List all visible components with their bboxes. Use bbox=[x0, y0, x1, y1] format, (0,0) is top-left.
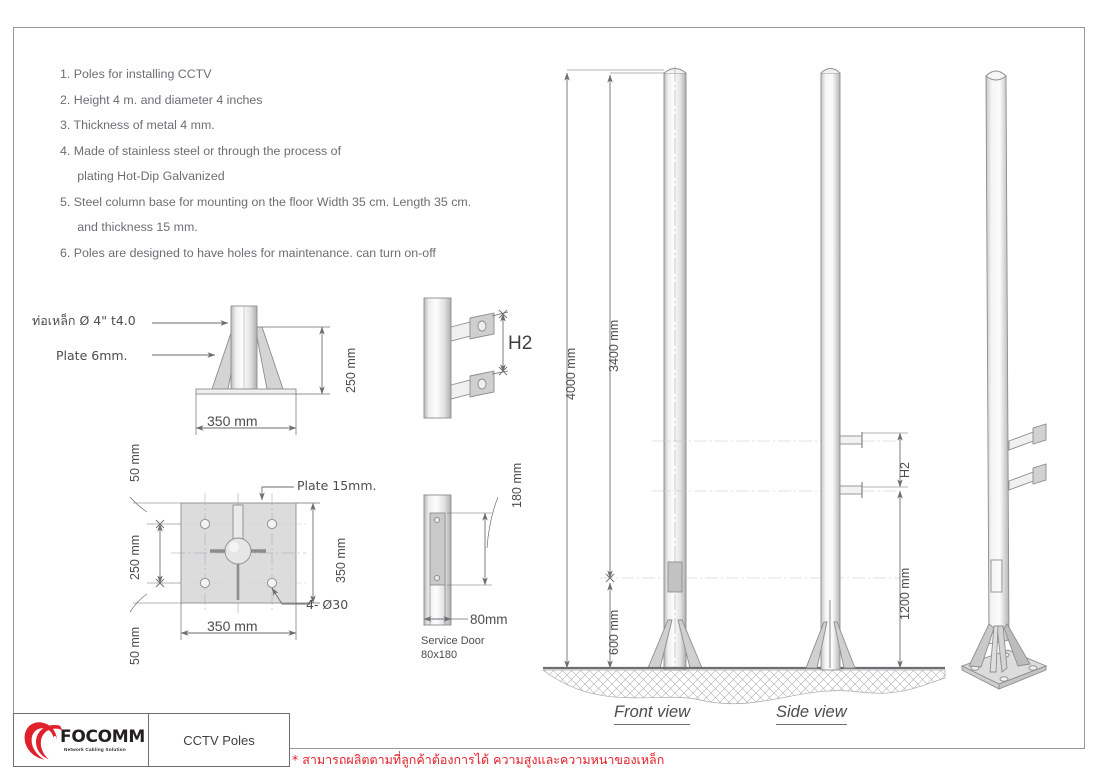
bracket-spacing-label: H2 bbox=[508, 333, 533, 354]
isometric-view-drawing bbox=[962, 71, 1046, 689]
front-total-height-dim: 4000 mm bbox=[564, 347, 578, 400]
spec-item: 2. Height 4 m. and diameter 4 inches bbox=[60, 92, 263, 107]
front-view-drawing bbox=[543, 66, 945, 704]
front-view-label: Front view bbox=[614, 703, 690, 725]
bolt-hole-label: 4- Ø30 bbox=[306, 597, 349, 612]
spec-item: and thickness 15 mm. bbox=[60, 220, 198, 234]
spec-item: plating Hot-Dip Galvanized bbox=[60, 169, 225, 183]
camera-bracket-detail bbox=[424, 298, 508, 418]
side-view-label: Side view bbox=[776, 703, 847, 725]
base-plan-left-dim-bottom: 50 mm bbox=[128, 626, 142, 665]
logo-wordmark: FOCOMM bbox=[60, 727, 146, 747]
base-plan-left-dim-mid: 250 mm bbox=[128, 534, 142, 580]
side-bracket-spacing-dim: H2 bbox=[898, 462, 912, 478]
plate-6mm-label: Plate 6mm. bbox=[56, 348, 128, 363]
door-width-dim: 80mm bbox=[470, 612, 508, 627]
spec-item: 4. Made of stainless steel or through the process of bbox=[60, 143, 342, 158]
plate-15mm-label: Plate 15mm. bbox=[297, 478, 377, 493]
base-plan-right-dim: 350 mm bbox=[334, 537, 348, 583]
pipe-spec-label: ท่อเหล็ก Ø 4" t4.0 bbox=[32, 313, 136, 328]
customization-footnote: * สามารถผลิตตามที่ลูกค้าต้องการได้ ความสูงและความหนาของเหล็ก bbox=[292, 752, 665, 767]
spec-item: 1. Poles for installing CCTV bbox=[60, 67, 212, 81]
spec-item: 5. Steel column base for mounting on the floor Width 35 cm. Length 35 cm. bbox=[60, 194, 472, 209]
base-plan-bottom-dim: 350 mm bbox=[207, 618, 258, 634]
side-view-drawing bbox=[806, 69, 908, 671]
front-pole-height-dim: 3400 mm bbox=[607, 319, 621, 372]
title-block bbox=[13, 713, 290, 767]
service-door-detail bbox=[424, 495, 498, 625]
spec-item: 3. Thickness of metal 4 mm. bbox=[60, 118, 215, 132]
base-plan-left-dim-top: 50 mm bbox=[128, 443, 142, 482]
drawing-title: CCTV Poles bbox=[183, 732, 255, 748]
door-height-dim: 180 mm bbox=[510, 462, 524, 508]
base-elevation-width-dim: 350 mm bbox=[207, 413, 258, 429]
side-mount-height-dim: 1200 mm bbox=[898, 567, 912, 620]
logo-tagline: Network Cabling Solution bbox=[64, 747, 126, 752]
door-caption-line1: Service Door bbox=[421, 635, 485, 647]
focomm-logo bbox=[24, 721, 146, 761]
door-caption-line2: 80x180 bbox=[421, 649, 458, 661]
front-base-height-dim: 600 mm bbox=[607, 609, 621, 655]
logo-cell bbox=[14, 714, 149, 766]
spec-item: 6. Poles are designed to have holes for maintenance. can turn on-off bbox=[60, 245, 436, 260]
base-elevation-height-dim: 250 mm bbox=[344, 347, 358, 393]
